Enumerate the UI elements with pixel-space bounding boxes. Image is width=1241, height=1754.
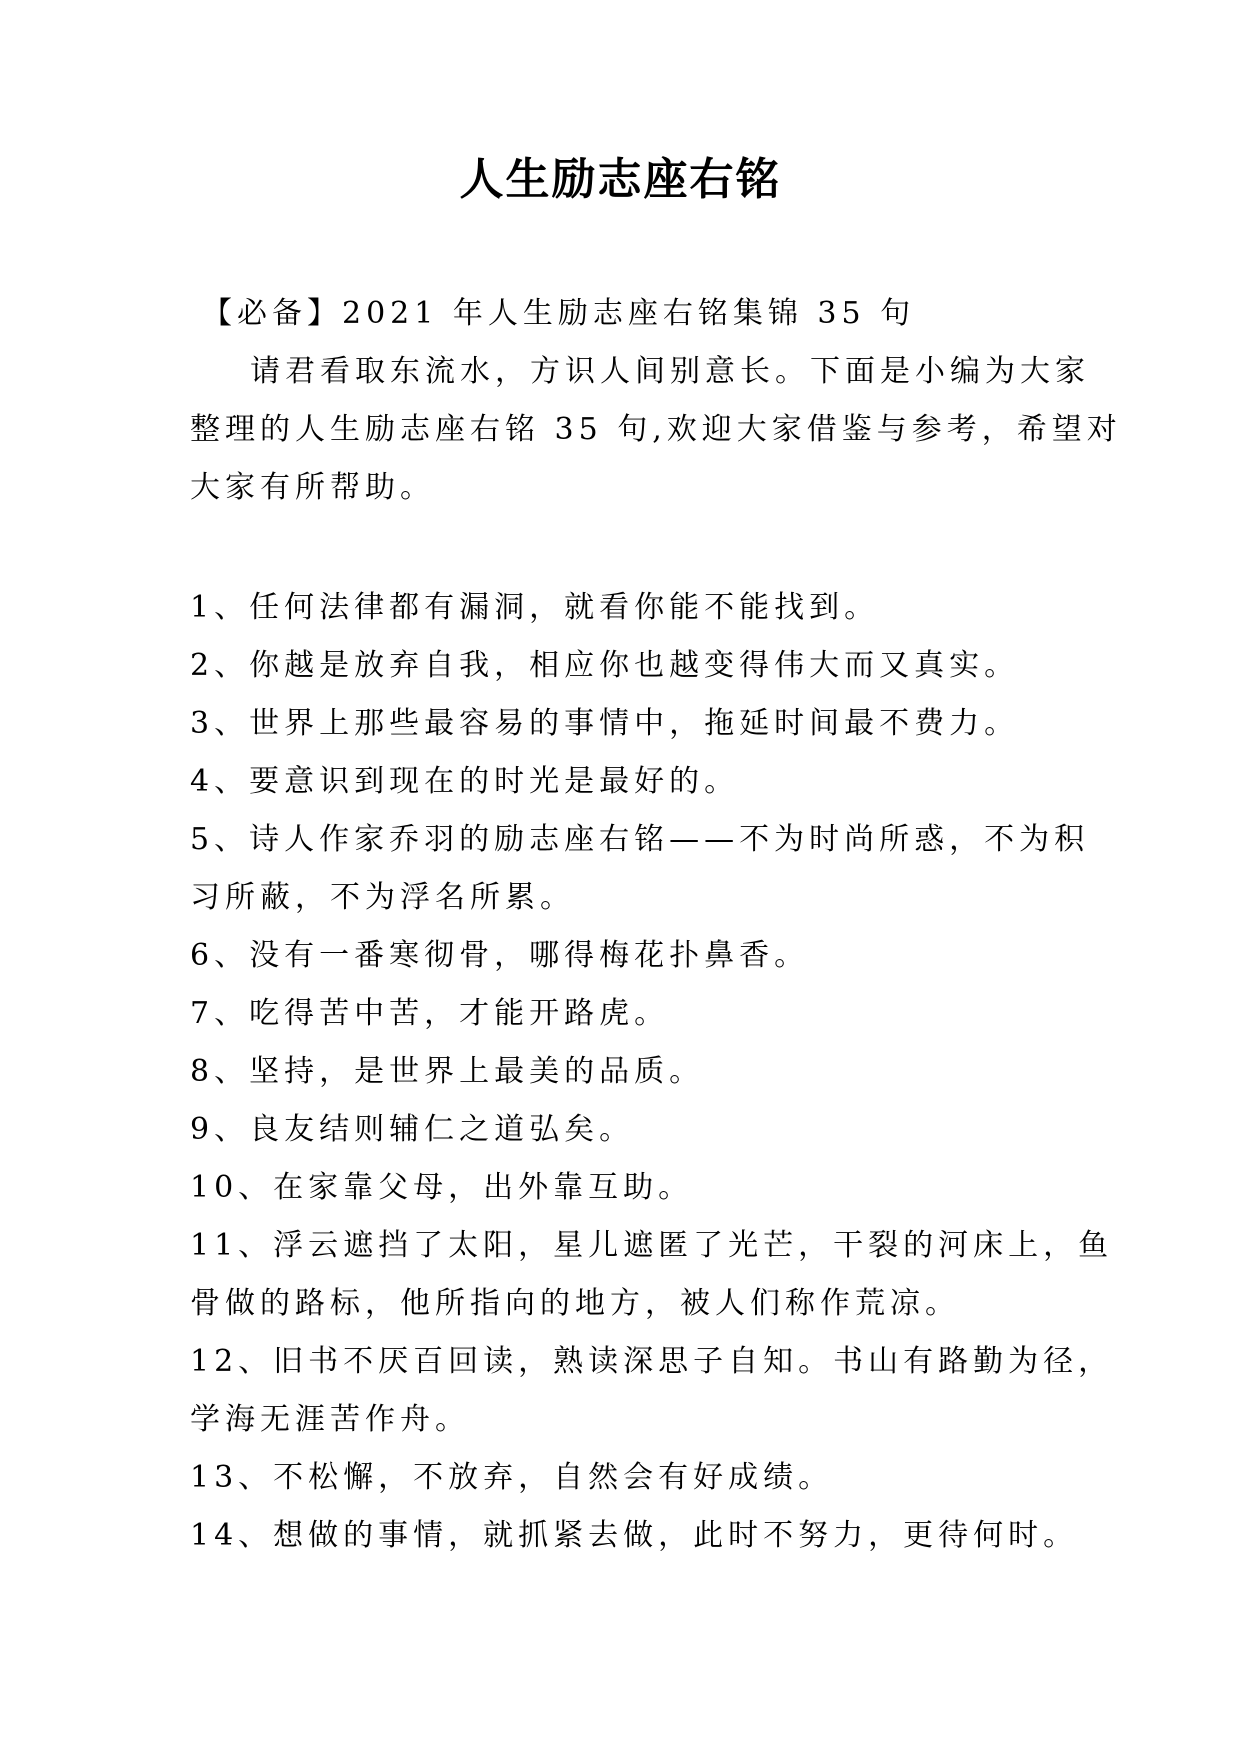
list-item: 3、世界上那些最容易的事情中，拖延时间最不费力。: [190, 706, 1020, 741]
list-item: 9、良友结则辅仁之道弘矣。: [190, 1112, 635, 1147]
list-item: 8、坚持，是世界上最美的品质。: [190, 1054, 705, 1089]
document-title: 人生励志座右铭: [459, 154, 782, 205]
motto-list: [190, 579, 1114, 1565]
list-item: 1、任何法律都有漏洞，就看你能不能找到。: [190, 590, 880, 625]
list-item: 11、浮云遮挡了太阳，星儿遮匿了光芒，干裂的河床上，鱼: [190, 1228, 1114, 1263]
intro-paragraph: [190, 343, 1122, 517]
list-item: 14、想做的事情，就抓紧去做，此时不努力，更待何时。: [190, 1518, 1079, 1553]
list-item-continuation: 习所蔽，不为浮名所累。: [190, 880, 575, 915]
list-item-continuation: 学海无涯苦作舟。: [190, 1402, 470, 1437]
list-item: 13、不松懈，不放弃，自然会有好成绩。: [190, 1460, 834, 1495]
list-item: 7、吃得苦中苦，才能开路虎。: [190, 996, 670, 1031]
paragraph-spacer: [190, 517, 1060, 579]
document-subtitle: 【必备】2021 年人生励志座右铭集锦 35 句: [202, 296, 916, 331]
list-item: 10、在家靠父母，出外靠互助。: [190, 1170, 694, 1205]
list-item: 6、没有一番寒彻骨，哪得梅花扑鼻香。: [190, 938, 810, 973]
list-item-continuation: 骨做的路标，他所指向的地方，被人们称作荒凉。: [190, 1286, 960, 1321]
list-item: 2、你越是放弃自我，相应你也越变得伟大而又真实。: [190, 648, 1020, 683]
document-body: [190, 285, 1122, 1565]
list-item: 4、要意识到现在的时光是最好的。: [190, 764, 740, 799]
list-item: 12、旧书不厌百回读，熟读深思子自知。书山有路勤为径，: [190, 1344, 1114, 1379]
list-item: 5、诗人作家乔羽的励志座右铭——不为时尚所惑，不为积: [190, 822, 1090, 857]
intro-line: 请君看取东流水，方识人间别意长。下面是小编为大家: [250, 354, 1090, 389]
intro-line: 大家有所帮助。: [190, 470, 435, 505]
intro-line: 整理的人生励志座右铭 35 句,欢迎大家借鉴与参考，希望对: [190, 412, 1122, 447]
